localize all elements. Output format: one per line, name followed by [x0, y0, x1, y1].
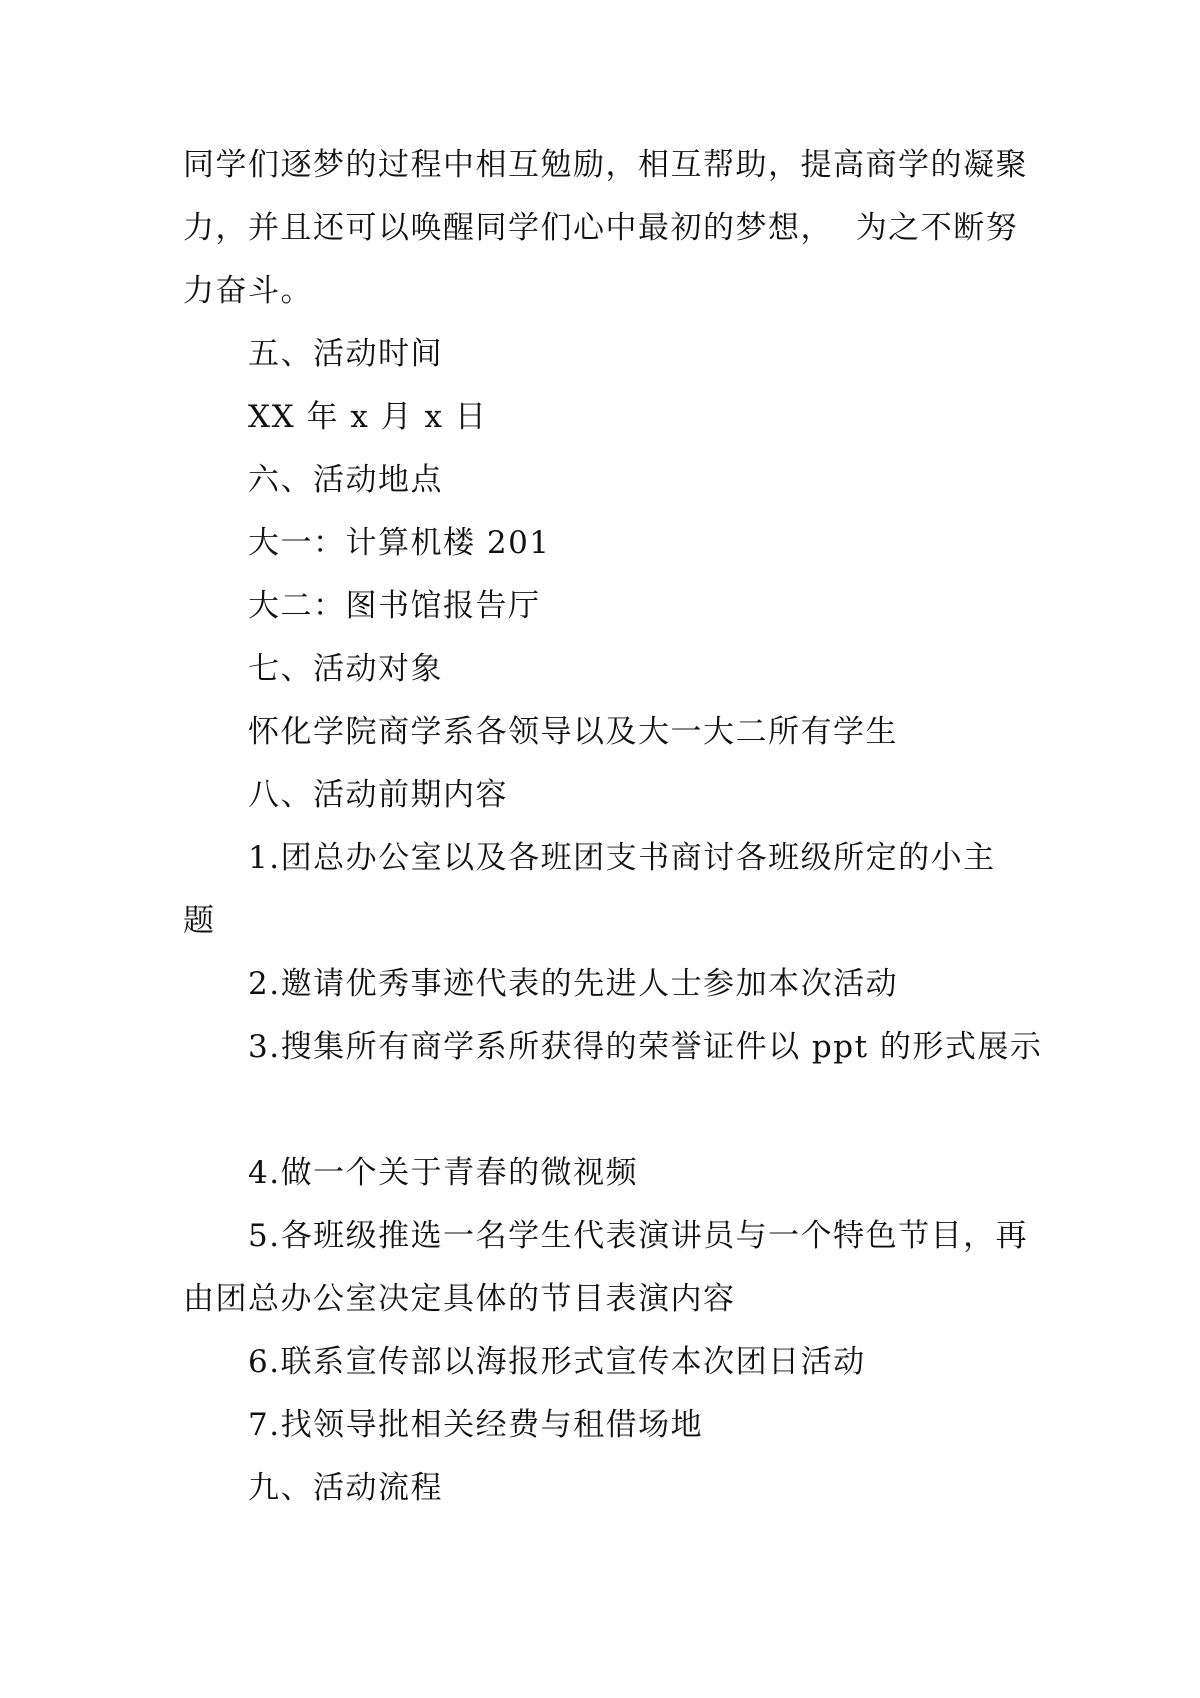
list-item: 6.联系宣传部以海报形式宣传本次团日活动: [248, 1344, 866, 1380]
section-heading: 九、活动流程: [248, 1470, 443, 1506]
section-heading: 六、活动地点: [248, 462, 443, 498]
paragraph-line: 大二：图书馆报告厅: [248, 588, 541, 624]
list-item: 1.团总办公室以及各班团支书商讨各班级所定的小主: [248, 840, 996, 876]
paragraph-line: 大一：计算机楼 201: [248, 525, 551, 561]
section-heading: 五、活动时间: [248, 336, 443, 372]
paragraph-line: 同学们逐梦的过程中相互勉励，相互帮助，提高商学的凝聚: [183, 147, 1028, 183]
list-item: 7.找领导批相关经费与租借场地: [248, 1407, 704, 1443]
paragraph-line: 题: [183, 903, 216, 939]
section-heading: 八、活动前期内容: [248, 777, 508, 813]
paragraph-line: 力奋斗。: [183, 273, 313, 309]
list-item: 2.邀请优秀事迹代表的先进人士参加本次活动: [248, 966, 899, 1002]
paragraph-line: 由团总办公室决定具体的节目表演内容: [183, 1281, 736, 1317]
section-heading: 七、活动对象: [248, 651, 443, 687]
list-item: 3.搜集所有商学系所获得的荣誉证件以 ppt 的形式展示: [248, 1029, 1043, 1065]
list-item: 5.各班级推选一名学生代表演讲员与一个特色节目，再: [248, 1218, 1029, 1254]
paragraph-line: 力，并且还可以唤醒同学们心中最初的梦想， 为之不断努: [183, 210, 1019, 246]
paragraph-line: 怀化学院商学系各领导以及大一大二所有学生: [248, 714, 898, 750]
list-item: 4.做一个关于青春的微视频: [248, 1155, 639, 1191]
paragraph-line: XX 年 x 月 x 日: [248, 399, 488, 435]
